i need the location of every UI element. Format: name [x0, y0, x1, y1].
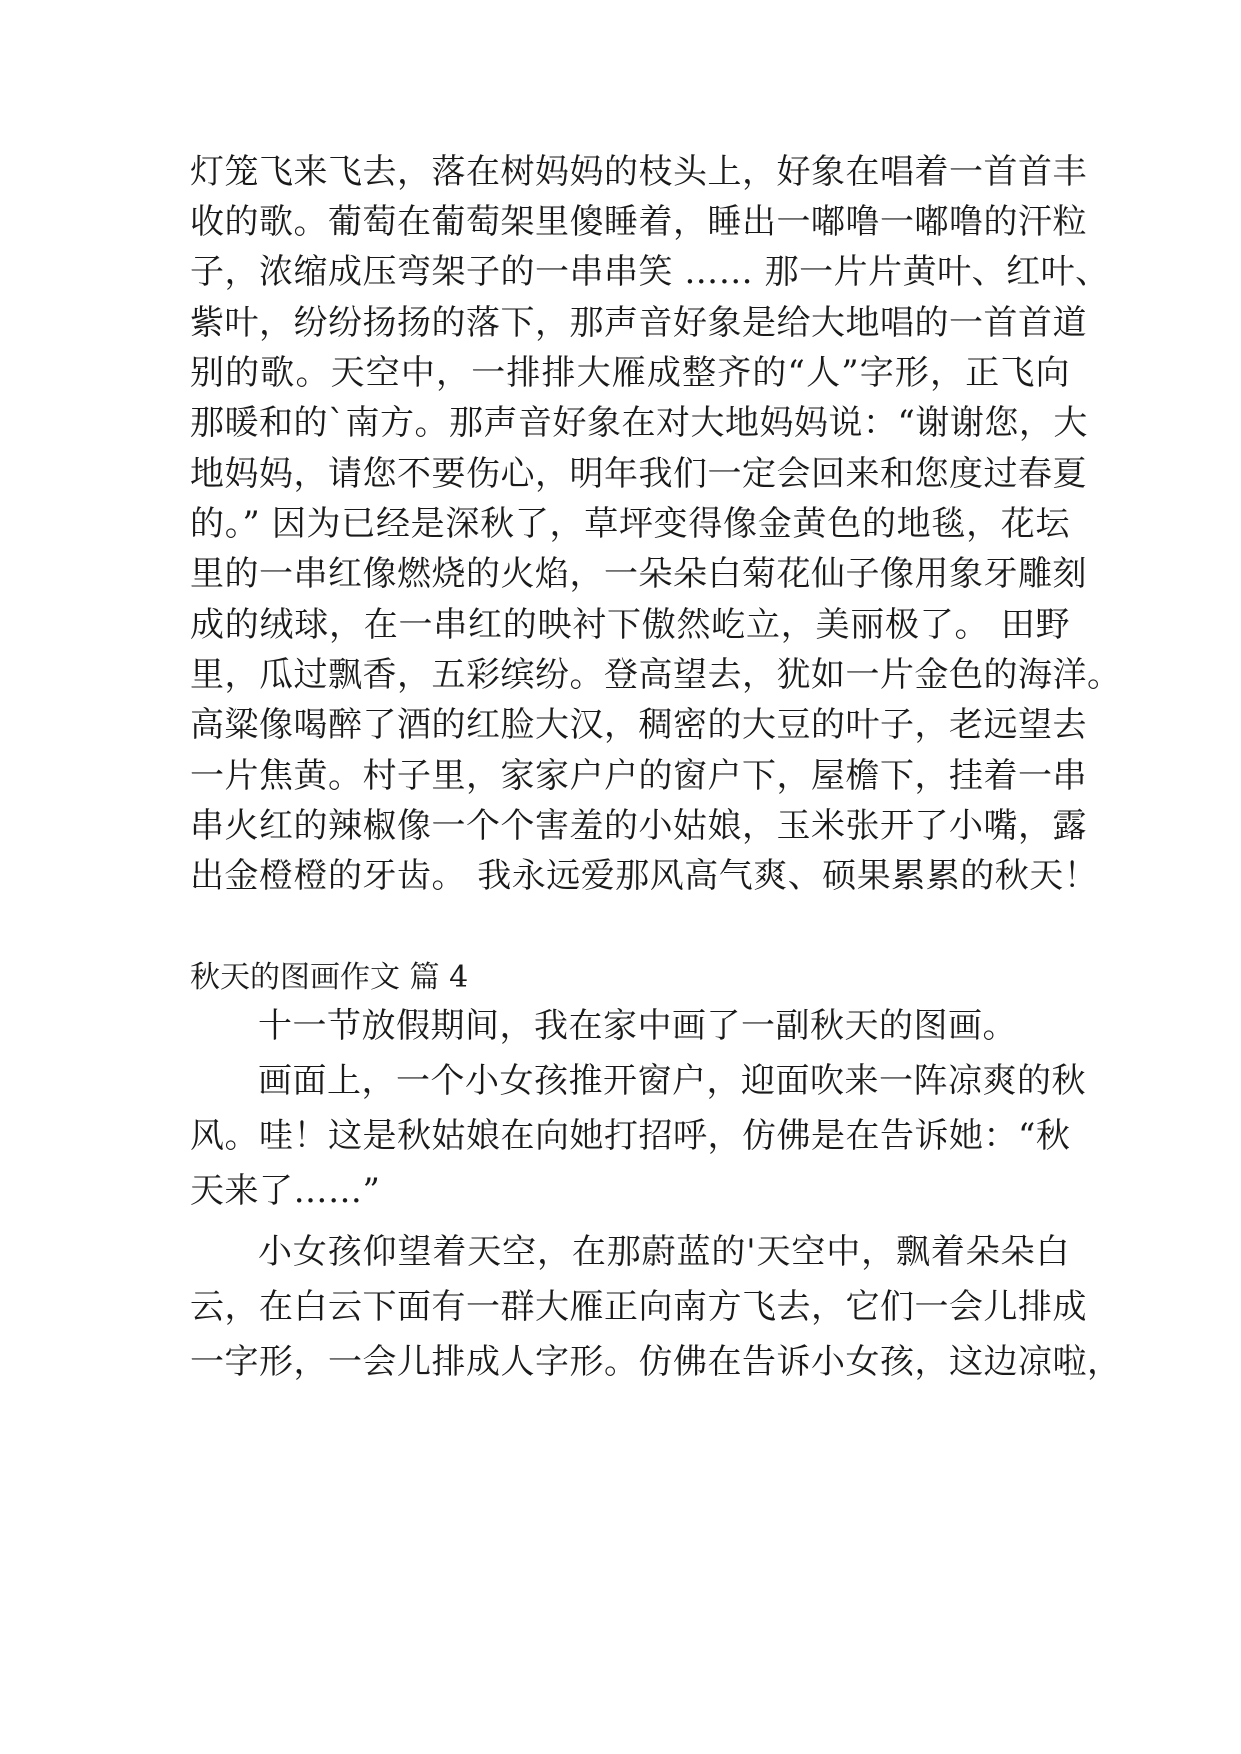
paragraph-line: 高粱像喝醉了酒的红脸大汉，稠密的大豆的叶子，老远望去	[190, 705, 1087, 745]
section-heading: 秋天的图画作文 篇 4	[190, 960, 469, 995]
paragraph-line: 地妈妈，请您不要伤心，明年我们一定会回来和您度过春夏	[190, 454, 1087, 494]
paragraph-line: 收的歌。葡萄在葡萄架里傻睡着，睡出一嘟噜一嘟噜的汗粒	[190, 202, 1087, 242]
paragraph-line: 灯笼飞来飞去，落在树妈妈的枝头上，好象在唱着一首首丰	[190, 152, 1087, 192]
paragraph-line: 十一节放假期间，我在家中画了一副秋天的图画。	[258, 1006, 1017, 1046]
paragraph-line: 子，浓缩成压弯架子的一串串笑 …… 那一片片黄叶、红叶、	[190, 252, 1110, 292]
paragraph-line: 画面上，一个小女孩推开窗户，迎面吹来一阵凉爽的秋	[258, 1061, 1086, 1101]
paragraph-line: 里，瓜过飘香，五彩缤纷。登高望去，犹如一片金色的海洋。	[190, 655, 1122, 695]
paragraph-line: 小女孩仰望着天空，在那蔚蓝的'天空中，飘着朵朵白	[258, 1232, 1070, 1272]
paragraph-line: 串火红的辣椒像一个个害羞的小姑娘，玉米张开了小嘴，露	[190, 806, 1087, 846]
paragraph-line: 云，在白云下面有一群大雁正向南方飞去，它们一会儿排成	[190, 1287, 1087, 1327]
paragraph-line: 天来了……”	[190, 1171, 381, 1211]
paragraph-line: 的。” 因为已经是深秋了，草坪变得像金黄色的地毯，花坛	[190, 504, 1071, 544]
paragraph-line: 那暖和的`南方。那声音好象在对大地妈妈说：“谢谢您，大	[190, 403, 1088, 443]
paragraph-line: 紫叶，纷纷扬扬的落下，那声音好象是给大地唱的一首首道	[190, 303, 1087, 343]
paragraph-line: 一字形，一会儿排成人字形。仿佛在告诉小女孩，这边凉啦，	[190, 1342, 1122, 1382]
paragraph-line: 别的歌。天空中，一排排大雁成整齐的“人”字形，正飞向	[190, 353, 1070, 393]
paragraph-line: 一片焦黄。村子里，家家户户的窗户下，屋檐下，挂着一串	[190, 756, 1087, 796]
paragraph-line: 里的一串红像燃烧的火焰，一朵朵白菊花仙子像用象牙雕刻	[190, 554, 1087, 594]
paragraph-line: 出金橙橙的牙齿。 我永远爱那风高气爽、硕果累累的秋天！	[190, 856, 1099, 896]
paragraph-line: 风。哇！这是秋姑娘在向她打招呼，仿佛是在告诉她：“秋	[190, 1116, 1071, 1156]
paragraph-line: 成的绒球，在一串红的映衬下傲然屹立，美丽极了。 田野	[190, 605, 1070, 645]
